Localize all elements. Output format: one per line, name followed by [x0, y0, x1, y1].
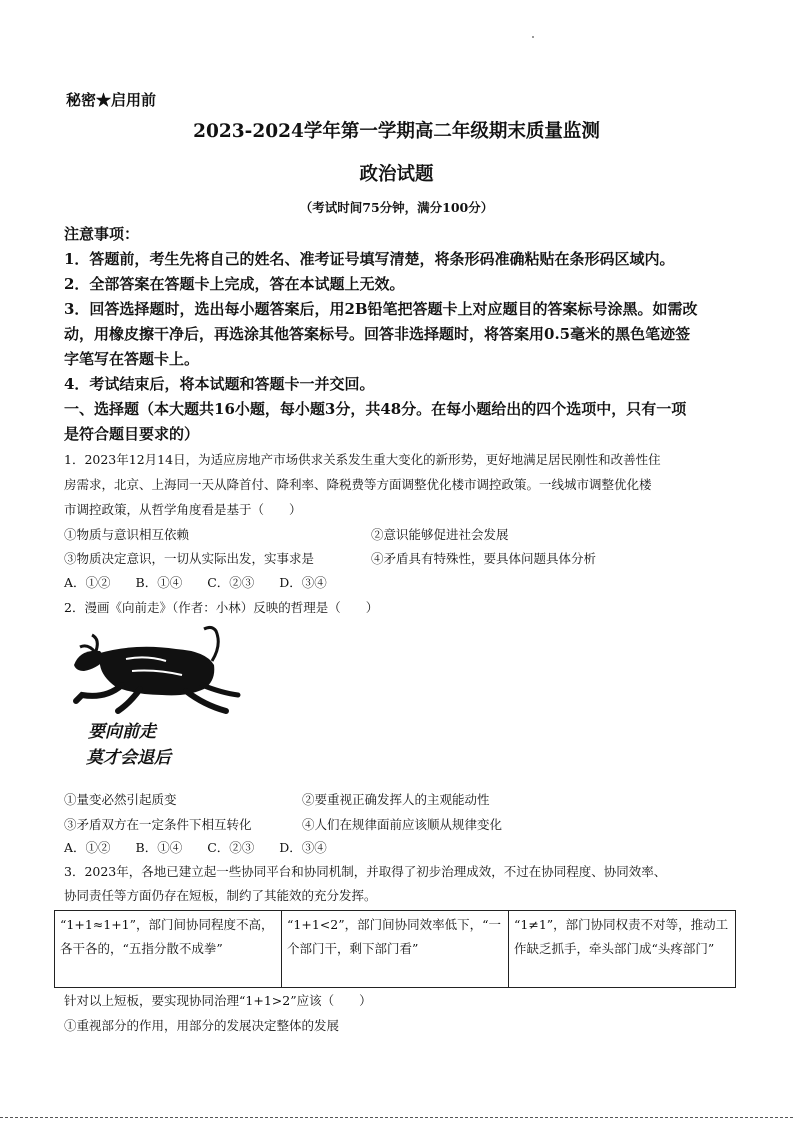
table-cell-1: “1+1≈1+1”，部门间协同程度不高，各干各的，“五指分散不成拳”	[55, 911, 282, 988]
note-3-line-2: 动，用橡皮擦干净后，再选涂其他答案标号。回答非选择题时，将答案用0.5毫米的黑色笔迹签	[64, 325, 691, 343]
note-1: 1．答题前，考生先将自己的姓名、准考证号填写清楚，将条形码准确粘贴在条形码区域内。	[64, 250, 675, 268]
q1-option-2: ②意识能够促进社会发展	[371, 527, 509, 542]
q1-option-4: ④矛盾具有特殊性，要具体问题具体分析	[371, 551, 597, 566]
q1-stem-line-2: 房需求，北京、上海同一天从降首付、降利率、降税费等方面调整优化楼市调控政策。一线城市调整优化楼	[64, 477, 652, 492]
q1-answers: A．①② B．①④ C．②③ D．③④	[64, 575, 327, 590]
q3-stem-line-2: 协同责任等方面仍存在短板，制约了其能效的充分发挥。	[64, 888, 377, 903]
section-1-line-2: 是符合题目要求的）	[64, 425, 200, 443]
secret-label: 秘密★启用前	[66, 91, 157, 109]
scan-dot	[532, 36, 534, 38]
time-note: （考试时间75分钟，满分100分）	[299, 200, 494, 215]
note-3-line-3: 字笔写在答题卡上。	[64, 350, 200, 368]
q2-option-1: ①量变必然引起质变	[64, 792, 177, 807]
notes-heading: 注意事项：	[64, 225, 140, 243]
q1-option-3: ③物质决定意识，一切从实际出发，实事求是	[64, 551, 315, 566]
q2-answers: A．①② B．①④ C．②③ D．③④	[64, 840, 327, 855]
q1-stem-line-3: 市调控政策，从哲学角度看是基于（ ）	[64, 502, 302, 517]
exam-title: 2023-2024学年第一学期高二年级期末质量监测	[193, 121, 600, 142]
q1-option-1: ①物质与意识相互依赖	[64, 527, 190, 542]
q3-table	[54, 910, 736, 988]
cartoon-caption-2: 莫才会退后	[86, 748, 171, 768]
cartoon-image	[66, 625, 246, 770]
q1-stem-line-1: 1．2023年12月14日，为适应房地产市场供求关系发生重大变化的新形势，更好地满足居民刚性和改善性住	[64, 452, 661, 467]
note-2: 2．全部答案在答题卡上完成，答在本试题上无效。	[64, 275, 405, 293]
q2-stem: 2．漫画《向前走》（作者：小林）反映的哲理是（ ）	[64, 600, 379, 615]
q3-after-table: 针对以上短板，要实现协同治理“1+1>2”应该（ ）	[64, 993, 372, 1008]
section-1-line-1: 一、选择题（本大题共16小题，每小题3分，共48分。在每小题给出的四个选项中，只有一项	[64, 400, 687, 418]
q2-option-4: ④人们在规律面前应该顺从规律变化	[302, 817, 503, 832]
note-3-line-1: 3．回答选择题时，选出每小题答案后，用2B铅笔把答题卡上对应题目的答案标号涂黑。如需改	[64, 300, 698, 318]
q3-stem-line-1: 3．2023年，各地已建立起一些协同平台和协同机制，并取得了初步治理成效，不过在协同程度、协同效率、	[64, 864, 667, 879]
note-4: 4．考试结束后，将本试题和答题卡一并交回。	[64, 375, 375, 393]
q2-option-2: ②要重视正确发挥人的主观能动性	[302, 792, 490, 807]
q3-option-1: ①重视部分的作用，用部分的发展决定整体的发展	[64, 1018, 340, 1033]
ox-cartoon-icon	[66, 625, 246, 770]
table-row	[55, 911, 736, 988]
subject-title: 政治试题	[359, 164, 434, 185]
q2-option-3: ③矛盾双方在一定条件下相互转化	[64, 817, 252, 832]
table-cell-3: “1≠1”，部门协同权责不对等，推动工作缺乏抓手，牵头部门成“头疼部门”	[509, 911, 736, 988]
table-cell-2: “1+1<2”，部门间协同效率低下，“一个部门干，剩下部门看”	[282, 911, 509, 988]
cartoon-caption-1: 要向前走	[88, 722, 156, 742]
page-bottom-divider	[0, 1117, 793, 1118]
